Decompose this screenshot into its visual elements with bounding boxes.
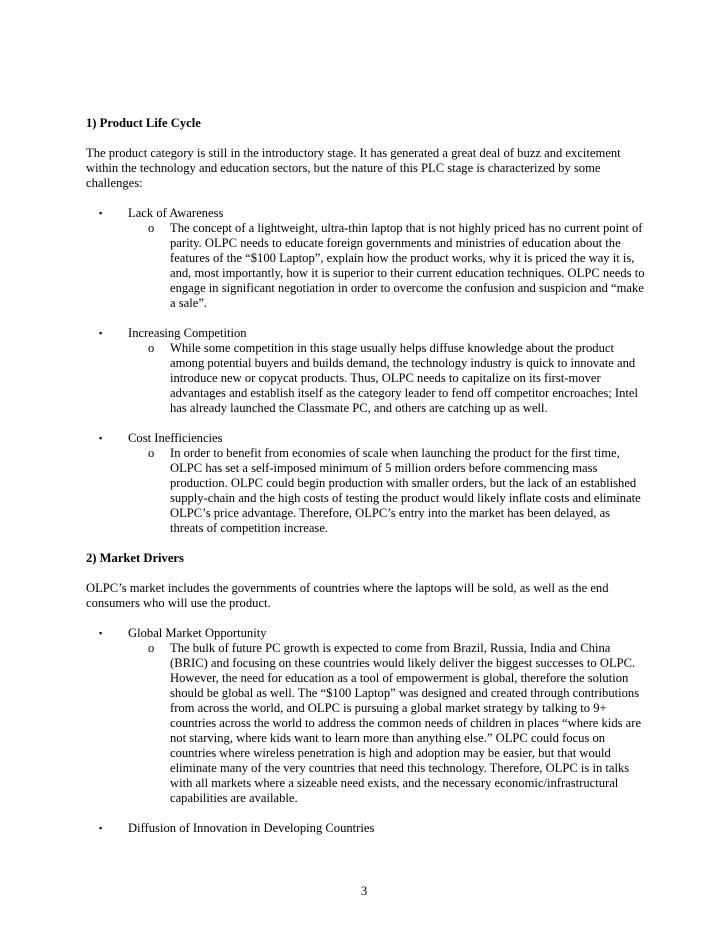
section-intro-plc: The product category is still in the introductory stage. It has generated a great deal of buzz and excitement within the technology and education sectors, but the nature of this PLC stage is characterized by some challenges: xyxy=(86,146,621,190)
sub-bullet-text: The concept of a lightweight, ultra-thin laptop that is not highly priced has no current point of parity. OLPC needs to educate foreign governments and ministries of education about the features of the “$100 Laptop”, explain how the product works, why it is priced the way it is, and, most importantly, how it is superior to their current education techniques. OLPC needs to engage in significant negotiation in order to overcome the confusion and suspicion and “make a sale”. xyxy=(170,221,645,310)
bullet-item-global-market-opportunity xyxy=(86,626,646,641)
sub-bullet-item xyxy=(86,446,646,536)
bullet-item-diffusion-of-innovation xyxy=(86,821,646,836)
sub-bullet-text: In order to benefit from economies of scale when launching the product for the first time, OLPC has set a self-imposed minimum of 5 million orders before commencing mass production. OLPC could begin production with smaller orders, but the lack of an established supply-chain and the high costs of testing the product would likely inflate costs and eliminate OLPC’s price advantage. Therefore, OLPC’s entry into the market has been delayed, as threats of competition increase. xyxy=(170,446,641,535)
sub-bullet-item xyxy=(86,341,646,416)
document-body xyxy=(86,116,646,836)
circle-bullet-icon: o xyxy=(148,221,155,235)
square-bullet-icon: ▪ xyxy=(99,628,103,638)
circle-bullet-icon: o xyxy=(148,341,155,355)
bullet-title: Diffusion of Innovation in Developing Countries xyxy=(128,821,375,835)
page-number: 3 xyxy=(360,884,368,898)
section-heading-market-drivers: 2) Market Drivers xyxy=(86,551,184,565)
circle-bullet-icon: o xyxy=(148,641,155,655)
sub-bullet-text: While some competition in this stage usually helps diffuse knowledge about the product among potential buyers and builds demand, the technology industry is quick to innovate and introduce new or copycat products. Thus, OLPC needs to capitalize on its first-mover advantages and establish itself as the category leader to fend off competitor encroaches; Intel has already launched the Classmate PC, and others are catching up as well. xyxy=(170,341,638,415)
square-bullet-icon: ▪ xyxy=(99,823,103,833)
section-heading-product-life-cycle: 1) Product Life Cycle xyxy=(86,116,201,130)
bullet-title: Global Market Opportunity xyxy=(128,626,267,640)
bullet-item-increasing-competition xyxy=(86,326,646,341)
square-bullet-icon: ▪ xyxy=(99,433,103,443)
section-intro-market-drivers: OLPC’s market includes the governments of countries where the laptops will be sold, as well as the end consumers who will use the product. xyxy=(86,581,609,610)
bullet-item-cost-inefficiencies xyxy=(86,431,646,446)
square-bullet-icon: ▪ xyxy=(99,208,103,218)
bullet-title: Lack of Awareness xyxy=(128,206,224,220)
circle-bullet-icon: o xyxy=(148,446,155,460)
bullet-title: Cost Inefficiencies xyxy=(128,431,223,445)
bullet-title: Increasing Competition xyxy=(128,326,247,340)
sub-bullet-text: The bulk of future PC growth is expected to come from Brazil, Russia, India and China (BRIC) and focusing on these countries would likely deliver the biggest successes to OLPC. However, the need for education as a tool of empowerment is global, therefore the solution should be global as well. The “$100 Laptop” was designed and created through contributions from across the world, and OLPC is pursuing a global market strategy by talking to 9+ countries across the world to address the common needs of children in places “where kids are not starving, where kids want to learn more than anything else.” OLPC could focus on countries where wireless penetration is high and adoption may be easier, but that would eliminate many of the very countries that need this technology. Therefore, OLPC is in talks with all markets where a sizeable need exists, and the necessary economic/infrastructural capabilities are available. xyxy=(170,641,642,805)
sub-bullet-item xyxy=(86,221,646,311)
bullet-item-lack-of-awareness xyxy=(86,206,646,221)
square-bullet-icon: ▪ xyxy=(99,328,103,338)
sub-bullet-item xyxy=(86,641,646,806)
